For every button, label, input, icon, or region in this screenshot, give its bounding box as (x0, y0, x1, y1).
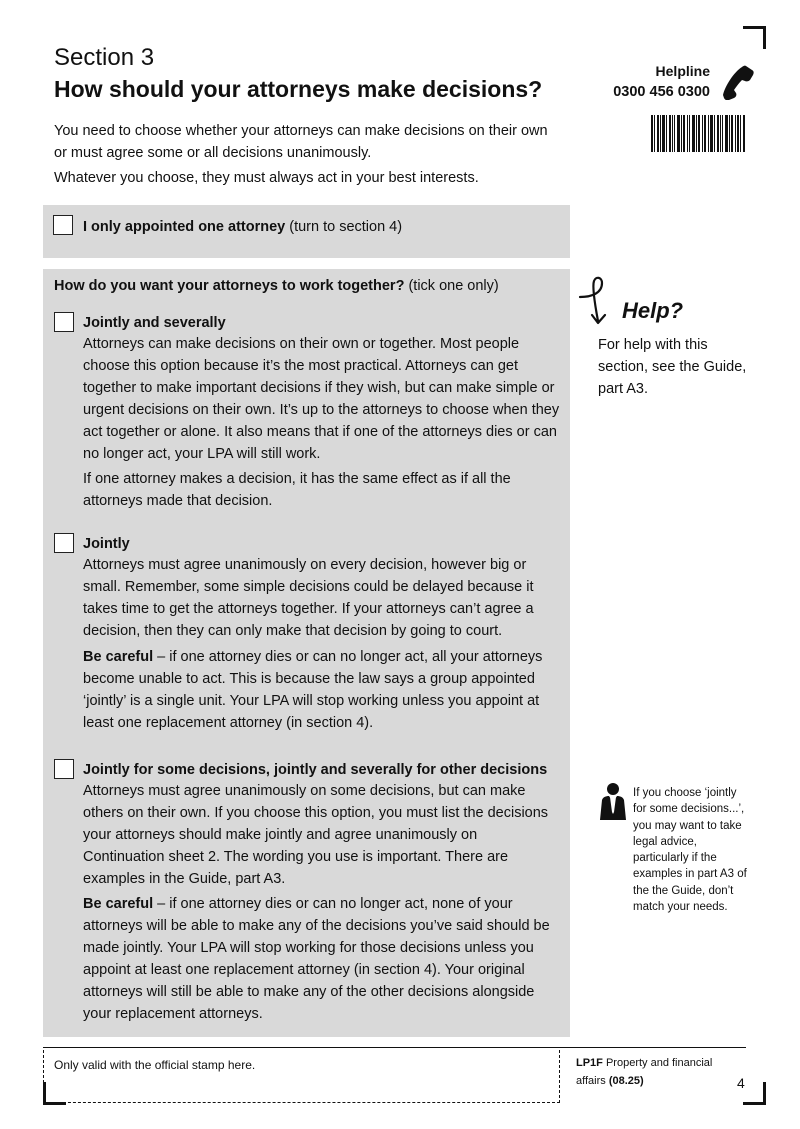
warning-bold: Be careful (83, 649, 154, 665)
option-description: Attorneys can make decisions on their own or together. Most people choose this option because it’s the most practical. Attorneys can get together to make important decisions if they wish, but can make simple or urgent decisions on their own. It’s up to the attorneys to choose when they act together or alone. It also means that if one of the attorneys dies or can no longer act, your LPA will still work. (83, 336, 560, 462)
warning-text: – if one attorney dies or can no longer act, none of your attorneys will be able to make any of the decisions you’ve said should be made jointly. Your LPA will stop working for those decisions unless you appoint at least one replacement attorney (in section 4). Your original attorneys will still be able to make any of the other decisions alongside your replacement attorneys. (83, 896, 550, 1022)
intro-paragraph: Whatever you choose, they must always act in your best interests. (54, 170, 479, 186)
footer-divider (43, 1047, 746, 1048)
jointly-checkbox[interactable] (54, 533, 74, 553)
option-title: Jointly and severally (83, 315, 226, 331)
one-attorney-panel (43, 205, 570, 258)
decision-question-bold: How do you want your attorneys to work together? (54, 278, 405, 294)
one-attorney-checkbox[interactable] (53, 215, 73, 235)
corner-mark-bottom-right (743, 1082, 766, 1105)
legal-advice-note: If you choose ‘jointly for some decisions...’, you may want to take legal advice, particularly if the examples in part A3 of the the Guide, don’t match your needs. (633, 787, 747, 914)
form-version: (08.25) (605, 1075, 644, 1087)
option-title: Jointly for some decisions, jointly and severally for other decisions (83, 762, 548, 778)
decision-question-rest: (tick one only) (404, 278, 499, 294)
one-attorney-label-bold: I only appointed one attorney (83, 219, 286, 235)
warning-bold: Be careful (83, 896, 154, 912)
form-code: LP1F (576, 1057, 603, 1069)
stamp-instruction: Only valid with the official stamp here. (54, 1058, 256, 1072)
option-description: If one attorney makes a decision, it has the same effect as if all the attorneys made that decision. (83, 471, 511, 509)
corner-mark-top-right (743, 26, 766, 49)
help-text: For help with this section, see the Guide, part A3. (598, 337, 747, 397)
page-number: 4 (737, 1075, 745, 1091)
form-name: Property and financial affairs (576, 1057, 713, 1087)
page-title: How should your attorneys make decisions? (54, 76, 543, 102)
one-attorney-label (83, 219, 402, 235)
help-heading: Help? (622, 298, 684, 323)
option-description: Attorneys must agree unanimously on every decision, however big or small. Remember, some simple decisions could be delayed because it takes time to get the attorneys together. If your attorneys can’t agree a decision, then they can only make that decision by going to court. (83, 557, 534, 639)
helpline-number: 0300 456 0300 (613, 84, 710, 100)
jointly-and-severally-checkbox[interactable] (54, 312, 74, 332)
phone-icon (720, 64, 756, 100)
option-description: Attorneys must agree unanimously on some decisions, but can make others on their own. If you choose this option, you must list the decisions your attorneys should make jointly and agree unanimously on Continuation sheet 2. The wording you use is important. There are examples in the Guide, part A3. (83, 783, 549, 887)
barcode-image (651, 115, 745, 152)
option-warning (83, 646, 563, 734)
helpline-label: Helpline (655, 63, 710, 79)
help-swirl-icon (578, 275, 624, 329)
lawyer-icon (598, 782, 628, 822)
intro-paragraph: You need to choose whether your attorneys can make decisions on their own or must agree some or all decisions unanimously. (54, 123, 548, 161)
section-label: Section 3 (54, 44, 155, 71)
form-identifier (576, 1054, 716, 1090)
warning-text: – if one attorney dies or can no longer act, all your attorneys become unable to act. This is because the law says a group appointed ‘jointly’ is a single unit. Your LPA will stop working unless you appoint at least one replacement attorney (in section 4). (83, 649, 543, 731)
jointly-for-some-checkbox[interactable] (54, 759, 74, 779)
option-warning (83, 893, 563, 1025)
option-title: Jointly (83, 536, 130, 552)
decision-question (54, 278, 499, 294)
one-attorney-label-rest: (turn to section 4) (285, 219, 403, 235)
